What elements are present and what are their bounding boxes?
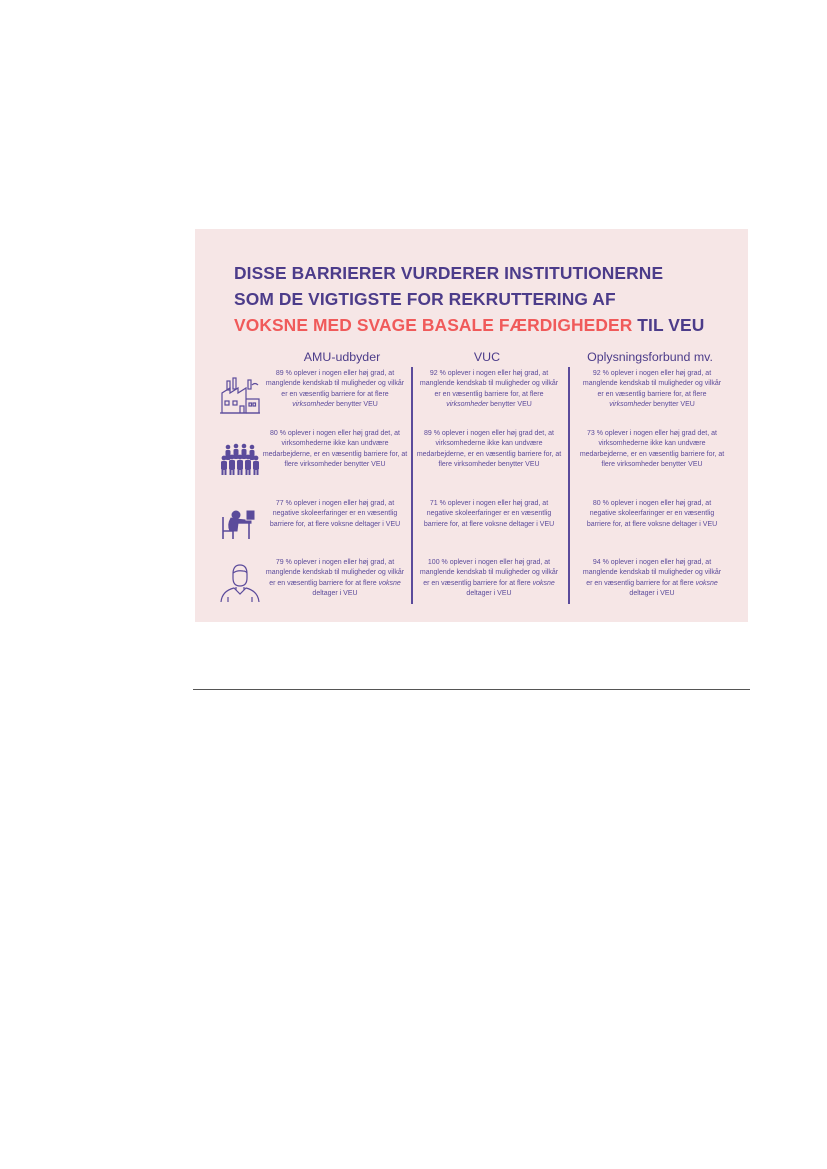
column-header-vuc: VUC xyxy=(473,350,501,364)
cell-amu-row2 xyxy=(262,429,408,471)
cell-text-emphasis: virksomheder xyxy=(609,401,652,409)
cell-text-end: benytter VEU xyxy=(651,401,695,409)
cell-oplysning-row4 xyxy=(579,558,725,600)
cell-text: 89 % oplever i nogen eller høj grad, at manglende kendskab til muligheder og vilkår er en væsentlig barriere for at flere xyxy=(265,370,405,398)
horizontal-rule xyxy=(193,689,750,690)
cell-text: 89 % oplever i nogen eller høj grad det, at virksomhederne ikke kan undvære medarbejderne, er en væsentlig barriere for, at flere virksomheder benytter VEU xyxy=(416,430,562,469)
cell-vuc-row3 xyxy=(416,499,562,530)
cell-text: 73 % oplever i nogen eller høj grad det, at virksomhederne ikke kan undvære medarbejderne, er en væsentlig barriere for, at flere virksomheder benytter VEU xyxy=(579,430,725,469)
title-accent-text: VOKSNE MED SVAGE BASALE FÆRDIGHEDER xyxy=(234,315,633,335)
barriers-infographic xyxy=(195,229,748,622)
title-line-3-rest: TIL VEU xyxy=(632,315,705,335)
factory-icon xyxy=(219,373,261,415)
cell-vuc-row1 xyxy=(416,369,562,411)
cell-text-emphasis: virksomheder xyxy=(446,401,489,409)
cell-text: 100 % oplever i nogen eller høj grad, at manglende kendskab til muligheder og vilkår er en væsentlig barriere for at flere xyxy=(419,559,559,587)
cell-text: 92 % oplever i nogen eller høj grad, at manglende kendskab til muligheder og vilkår er en væsentlig barriere for, at flere xyxy=(419,370,559,398)
cell-text-end: deltager i VEU xyxy=(629,590,675,598)
cell-text-emphasis: voksne xyxy=(532,579,555,587)
column-divider-1 xyxy=(411,367,413,604)
cell-text-end: benytter VEU xyxy=(488,401,532,409)
cell-text: 79 % oplever i nogen eller høj grad, at manglende kendskab til muligheder og vilkår er en væsentlig barriere for at flere xyxy=(265,559,405,587)
cell-amu-row1 xyxy=(262,369,408,411)
cell-vuc-row4 xyxy=(416,558,562,600)
cell-amu-row3 xyxy=(262,499,408,530)
cell-oplysning-row3 xyxy=(579,499,725,530)
person-icon xyxy=(219,561,261,603)
cell-text-emphasis: voksne xyxy=(695,579,718,587)
column-header-amu: AMU-udbyder xyxy=(303,350,381,364)
infographic-title xyxy=(234,260,734,338)
cell-text: 80 % oplever i nogen eller høj grad det, at virksomhederne ikke kan undvære medarbejderne, er en væsentlig barriere for, at flere virksomheder benytter VEU xyxy=(262,430,408,469)
cell-vuc-row2 xyxy=(416,429,562,471)
cell-oplysning-row1 xyxy=(579,369,725,411)
cell-text-end: deltager i VEU xyxy=(466,590,512,598)
cell-text: 77 % oplever i nogen eller høj grad, at negative skoleerfaringer er en væsentlig barriere for, at flere voksne deltager i VEU xyxy=(269,500,401,528)
student-at-desk-icon xyxy=(219,501,261,543)
cell-text-emphasis: voksne xyxy=(378,579,401,587)
title-line-3 xyxy=(234,312,734,338)
cell-text-emphasis: virksomheder xyxy=(292,401,335,409)
cell-text: 92 % oplever i nogen eller høj grad, at manglende kendskab til muligheder og vilkår er en væsentlig barriere for, at flere xyxy=(582,370,722,398)
title-line-1: DISSE BARRIERER VURDERER INSTITUTIONERNE xyxy=(234,263,664,283)
cell-text: 80 % oplever i nogen eller høj grad, at negative skoleerfaringer er en væsentlig barriere for, at flere voksne deltager i VEU xyxy=(586,500,718,528)
cell-text-end: benytter VEU xyxy=(334,401,378,409)
cell-oplysning-row2 xyxy=(579,429,725,471)
cell-text-end: deltager i VEU xyxy=(312,590,358,598)
cell-text: 94 % oplever i nogen eller høj grad, at manglende kendskab til muligheder og vilkår er en væsentlig barriere for at flere xyxy=(582,559,722,587)
cell-text: 71 % oplever i nogen eller høj grad, at negative skoleerfaringer er en væsentlig barriere for, at flere voksne deltager i VEU xyxy=(423,500,555,528)
workers-group-icon xyxy=(219,437,261,479)
column-header-oplysningsforbund: Oplysningsforbund mv. xyxy=(587,350,713,364)
title-line-2: SOM DE VIGTIGSTE FOR REKRUTTERING AF xyxy=(234,289,616,309)
cell-amu-row4 xyxy=(262,558,408,600)
column-divider-2 xyxy=(568,367,570,604)
